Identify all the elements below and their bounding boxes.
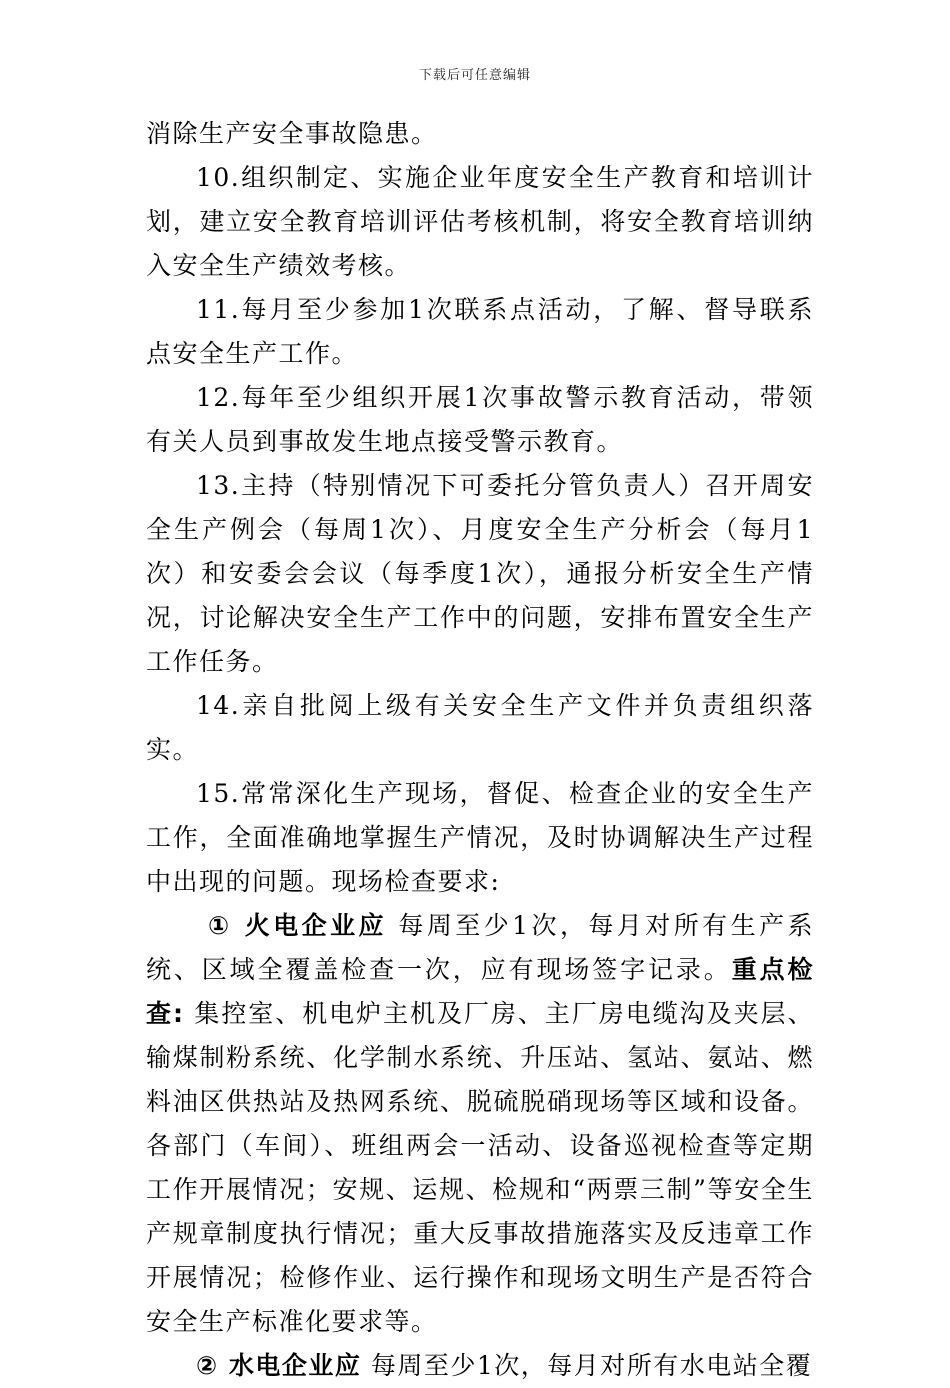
paragraph-13: 13.主持（特别情况下可委托分管负责人）召开周安全生产例会（每周1次）、月度安全生产分析会（每月1次）和安委会会议（每季度1次），通报分析安全生产情况，讨论解决安全生产工作中的问题，安排布置安全生产工作任务。 (146, 471, 814, 676)
document-body (146, 112, 814, 1388)
fire-power-heading: ① 火电企业应 (208, 911, 387, 940)
hydro-power-heading: ② 水电企业应 (196, 1351, 362, 1380)
paragraph-11: 11.每月至少参加1次联系点活动，了解、督导联系点安全生产工作。 (146, 295, 814, 368)
fire-power-text-2: 集控室、机电炉主机及厂房、主厂房电缆沟及夹层、输煤制粉系统、化学制水系统、升压站、氢站、氨站、燃料油区供热站及热网系统、脱硫脱硝现场等区域和设备。各部门（车间）、班组两会一活动、设备巡视检查等定期工作开展情况；安规、运规、检规和“两票三制”等安全生产规章制度执行情况；重大反事故措施落实及反违章工作开展情况；检修作业、运行操作和现场文明生产是否符合安全生产标准化要求等。 (146, 999, 815, 1336)
paragraph-10: 10.组织制定、实施企业年度安全生产教育和培训计划，建立安全教育培训评估考核机制，将安全教育培训纳入安全生产绩效考核。 (146, 163, 814, 280)
hydro-power-text-1: 每周至少1次，每月对所有水电站全覆 (361, 1351, 813, 1380)
paragraph-14: 14.亲自批阅上级有关安全生产文件并负责组织落实。 (146, 691, 814, 764)
paragraph-15: 15.常常深化生产现场，督促、检查企业的安全生产工作，全面准确地掌握生产情况，及时协调解决生产过程中出现的问题。现场检查要求: (146, 779, 814, 896)
paragraph-12: 12.每年至少组织开展1次事故警示教育活动，带领有关人员到事故发生地点接受警示教育。 (146, 383, 814, 456)
page-header: 下载后可任意编辑 (418, 68, 531, 83)
key-check-heading: 重点检查: (146, 955, 814, 1028)
paragraph-hydro-power (146, 1344, 814, 1388)
paragraph-fire-power (146, 904, 814, 1344)
paragraph-0: 消除生产安全事故隐患。 (146, 119, 438, 148)
fire-power-text-1: 每周至少1次，每月对所有生产系统、区域全覆盖检查一次，应有现场签字记录。 (146, 911, 814, 984)
